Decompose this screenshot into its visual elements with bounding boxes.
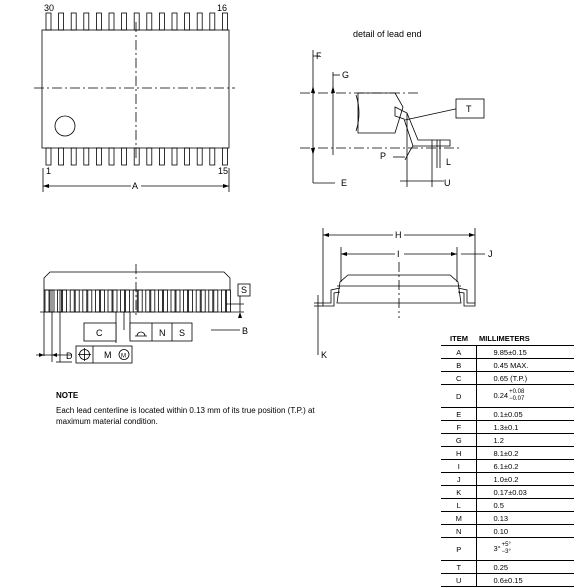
pin-lead [159,148,164,165]
pin-lead [222,148,227,165]
dimension-label-p: P [380,151,387,161]
pin-lead [46,148,51,165]
table-header-millimeters: MILLIMETERS [477,332,574,346]
table-cell-value: 0.17±0.03 [477,486,574,499]
pin-lead-side [100,290,104,312]
table-cell-value: 0.5 [477,499,574,512]
note-title: NOTE [56,391,79,400]
table-cell-value: 0.25 [477,561,574,574]
table-cell-item: D [441,385,477,408]
mmc-letter: M [121,353,126,360]
table-cell-item: L [441,499,477,512]
dimension-label-j: J [488,249,493,259]
dimension-label-c: C [96,328,103,338]
upper-pin-row [46,13,227,30]
package-body-top [42,30,229,148]
table-cell-value: 0.1±0.05 [477,408,574,421]
pin-lead [197,13,202,30]
pin-lead [134,13,139,30]
table-cell-item: P [441,538,477,561]
table-row [441,574,574,587]
pin-lead [59,13,64,30]
table-row [441,346,574,359]
pin-lead-side [221,290,225,312]
table-cell-item: E [441,408,477,421]
table-cell-item: I [441,460,477,473]
dimension-label-i: I [397,249,400,259]
table-cell-value: 3° +5° −3° [477,538,574,561]
dimension-label-f: F [316,51,322,61]
table-cell-item: U [441,574,477,587]
table-cell-item: C [441,372,477,385]
table-row [441,434,574,447]
table-cell-value: 1.3±0.1 [477,421,574,434]
dimension-label-b: B [242,326,249,336]
pin-lead [197,148,202,165]
gull-wing-lead [395,107,450,146]
pin-lead-side [163,290,167,312]
dimension-label-e: E [341,178,348,188]
pin-lead [109,148,114,165]
dimension-table [441,332,574,587]
pin-lead [122,148,127,165]
dimension-label-n: N [159,328,166,338]
table-cell-item: B [441,359,477,372]
pin-lead [134,148,139,165]
lead-end-detail [300,50,460,187]
dimension-label-l: L [446,157,452,167]
table-cell-value: 0.6±0.15 [477,574,574,587]
dimension-label-g: G [342,70,350,80]
pin-lead [172,13,177,30]
table-cell-item: J [441,473,477,486]
pin-lead-side [63,290,67,312]
pin-lead [84,13,89,30]
table-row [441,385,574,408]
package-body-side [44,272,230,290]
pin-lead-side [75,290,79,312]
table-cell-item: H [441,447,477,460]
table-cell-value: 0.65 (T.P.) [477,372,574,385]
pin-lead-side [176,290,180,312]
dimension-label-k: K [321,350,328,360]
pin-lead [172,148,177,165]
table-cell-item: T [441,561,477,574]
pin-lead [185,148,190,165]
table-cell-item: G [441,434,477,447]
table-cell-value: 1.2 [477,434,574,447]
pin-lead-side [83,290,87,312]
table-cell-value: 8.1±0.2 [477,447,574,460]
table-row [441,408,574,421]
pin-label-15: 15 [218,166,229,176]
pin-lead [109,13,114,30]
table-cell-value: 0.10 [477,525,574,538]
pin-lead-side [108,290,112,312]
pin-lead [210,13,215,30]
table-row [441,525,574,538]
pin-lead [71,148,76,165]
dimension-label-u: U [444,178,451,188]
pin-lead [159,13,164,30]
pin-lead [96,13,101,30]
pin-lead-side [201,290,205,312]
pin-lead-side [209,290,213,312]
dimension-label-h: H [395,230,402,240]
top-view [34,13,235,192]
pin-lead-side [151,290,155,312]
table-row [441,512,574,525]
dimension-label-d: D [66,351,73,361]
table-row [441,359,574,372]
side-pin-row [45,290,230,312]
table-cell-item: A [441,346,477,359]
table-row [441,561,574,574]
table-header-item: ITEM [441,332,477,346]
pin-lead [71,13,76,30]
pin-lead-side [158,290,162,312]
table-cell-value: 0.45 MAX. [477,359,574,372]
pin-lead [147,13,152,30]
pin-lead-side [171,290,175,312]
pin-lead-side [214,290,218,312]
pin-lead-side [146,290,150,312]
pin-lead-side [95,290,99,312]
dimension-label-t: T [466,104,472,114]
pin-lead [147,148,152,165]
pin-lead [96,148,101,165]
pin-lead-side [88,290,92,312]
table-cell-value: 0.24 +0.08 −0.07 [477,385,574,408]
pin-lead [59,148,64,165]
pin-label-16: 16 [217,3,228,13]
table-cell-value: 6.1±0.2 [477,460,574,473]
pin-lead-side [189,290,193,312]
pin-lead [222,13,227,30]
pin-lead-side [133,290,137,312]
table-cell-item: M [441,512,477,525]
pin-lead-side [45,290,49,312]
table-cell-item: K [441,486,477,499]
table-row [441,372,574,385]
dimension-label-m: M [104,350,112,360]
note-text: Each lead centerline is located within 0.13 mm of its true position (T.P.) at maximum material condition. [56,406,315,426]
table-cell-item: N [441,525,477,538]
table-cell-value: 0.13 [477,512,574,525]
pin-lead-side [138,290,142,312]
table-cell-item: F [441,421,477,434]
lower-pin-row [46,148,227,165]
dimension-label-a: A [132,181,139,191]
table-row [441,447,574,460]
pin-lead [210,148,215,165]
dimension-table-body [441,346,574,587]
table-cell-value: 1.0±0.2 [477,473,574,486]
package-body-side-detail [358,93,403,133]
datum-label-s-frame: S [179,328,186,338]
table-row [441,473,574,486]
pin-lead [46,13,51,30]
pin-lead-side [196,290,200,312]
pin1-index-mark [55,116,75,136]
pin-label-1: 1 [46,166,52,176]
dimension-label-s: S [241,285,248,295]
pin-lead-side [113,290,117,312]
pin-lead [84,148,89,165]
side-view [36,264,244,362]
pin-lead-side [226,290,230,312]
table-row [441,421,574,434]
pin-lead-side [121,290,125,312]
table-cell-value: 9.85±0.15 [477,346,574,359]
pin-lead-side [184,290,188,312]
pin-lead [185,13,190,30]
pin-lead-side [126,290,130,312]
pin-label-30: 30 [44,3,55,13]
table-row [441,499,574,512]
table-row [441,538,574,561]
pin-lead-side [70,290,74,312]
pin-lead [122,13,127,30]
table-row [441,460,574,473]
table-row [441,486,574,499]
detail-title: detail of lead end [353,29,422,39]
